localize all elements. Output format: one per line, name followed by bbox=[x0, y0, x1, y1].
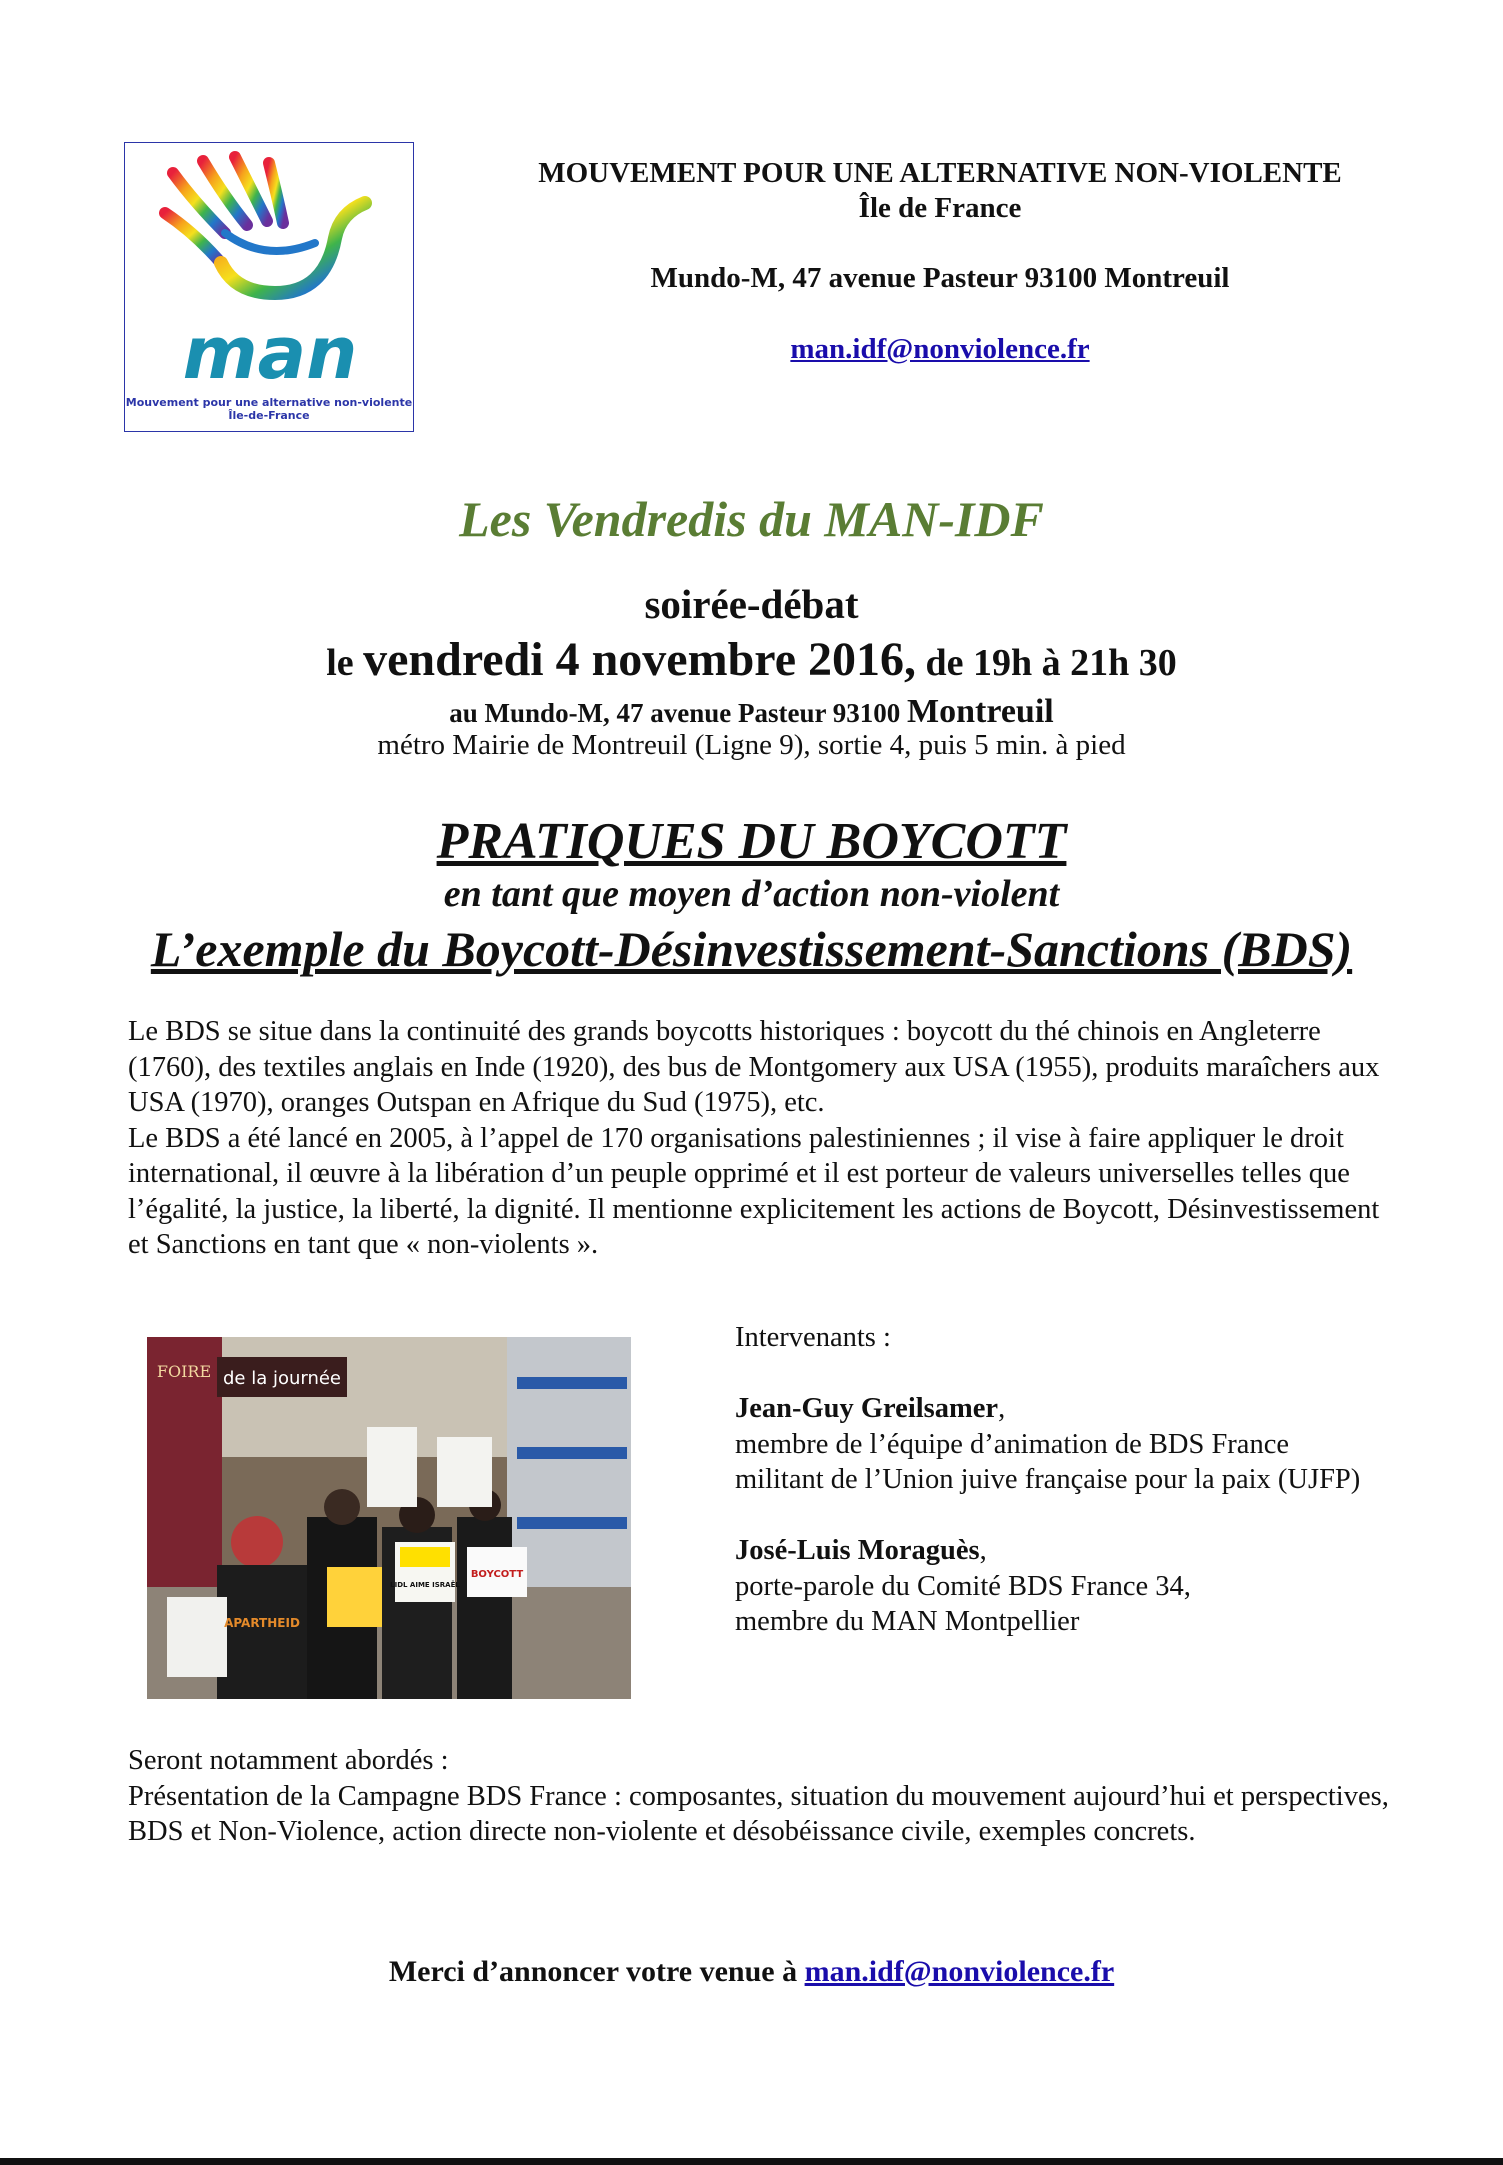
main-subtitle: en tant que moyen d’action non-violent bbox=[443, 873, 1060, 915]
topics-heading: Seront notamment abordés : bbox=[128, 1745, 449, 1776]
bottom-divider bbox=[0, 2158, 1503, 2165]
topics-section bbox=[128, 1743, 1408, 1850]
main-title: PRATIQUES DU BOYCOTT bbox=[436, 813, 1067, 870]
logo-caption: Mouvement pour une alternative non-violente Île-de-France bbox=[125, 396, 413, 422]
event-venue bbox=[0, 693, 1503, 731]
intro-paragraph-2: Le BDS a été lancé en 2005, à l’appel de 170 organisations palestiniennes ; il vise à faire appliquer le droit international, il œuvre à la libération d’un peuple opprimé et il est porteur de valeurs universelles telles que l’égalité, la justice, la liberté, la dignité. Il mentionne explicitement les actions de Boycott, Désinvestissement et Sanctions en tant que « non-violents ». bbox=[128, 1122, 1380, 1260]
metro-directions: métro Mairie de Montreuil (Ligne 9), sortie 4, puis 5 min. à pied bbox=[377, 729, 1126, 761]
speaker-2-name: José-Luis Moraguès bbox=[735, 1535, 980, 1566]
date-main: vendredi 4 novembre 2016, bbox=[363, 633, 917, 686]
org-name: MOUVEMENT POUR UNE ALTERNATIVE NON-VIOLENTE bbox=[538, 157, 1342, 189]
speaker-1-name: Jean-Guy Greilsamer bbox=[735, 1393, 999, 1424]
man-logo bbox=[124, 142, 414, 432]
org-email-link[interactable]: man.idf@nonviolence.fr bbox=[790, 333, 1090, 365]
store-sign-text: de la journée bbox=[222, 1368, 342, 1389]
shirt-text: APARTHEID bbox=[224, 1616, 300, 1630]
rainbow-hand-icon bbox=[125, 143, 415, 433]
date-prefix: le bbox=[326, 642, 364, 684]
svg-text:FOIRE: FOIRE bbox=[156, 1362, 212, 1381]
speaker-1-role-2: militant de l’Union juive française pour la paix (UJFP) bbox=[735, 1464, 1361, 1495]
org-email-container bbox=[470, 333, 1410, 366]
speakers-heading: Intervenants : bbox=[735, 1322, 891, 1353]
rsvp-line bbox=[0, 1955, 1503, 1989]
rsvp-email-link[interactable]: man.idf@nonviolence.fr bbox=[804, 1955, 1115, 1988]
speaker-2-role-1: porte-parole du Comité BDS France 34, bbox=[735, 1570, 1191, 1602]
date-time: de 19h à 21h 30 bbox=[916, 642, 1177, 684]
sign-text-boycott: BOYCOTT bbox=[470, 1569, 524, 1580]
sign-text-lidl: LIDL AIME ISRAËL bbox=[390, 1581, 460, 1589]
event-type: soirée-débat bbox=[644, 581, 859, 627]
speaker-2-role-2: membre du MAN Montpellier bbox=[735, 1606, 1080, 1637]
org-address: Mundo-M, 47 avenue Pasteur 93100 Montreuil bbox=[650, 262, 1230, 294]
rsvp-text: Merci d’annoncer votre venue à bbox=[388, 1955, 805, 1988]
topics-text: Présentation de la Campagne BDS France : composantes, situation du mouvement aujourd’hui et perspectives, BDS et Non-Violence, action directe non-violente et désobéissance civile, exemples concrets. bbox=[128, 1780, 1389, 1847]
speaker-1-role-1: membre de l’équipe d’animation de BDS France bbox=[735, 1428, 1289, 1460]
venue-prefix: au Mundo-M, 47 avenue Pasteur 93100 bbox=[449, 698, 908, 728]
intro-paragraph-1: Le BDS se situe dans la continuité des grands boycotts historiques : boycott du thé chinois en Angleterre (1760), des textiles anglais en Inde (1920), des bus de Montgomery aux USA (1955), produits maraîchers aux USA (1970), oranges Outspan en Afrique du Sud (1975), etc. bbox=[128, 1016, 1380, 1118]
logo-wordmark: man bbox=[182, 311, 358, 395]
intro-text bbox=[128, 1014, 1398, 1263]
series-title: Les Vendredis du MAN-IDF bbox=[459, 491, 1044, 547]
venue-city: Montreuil bbox=[907, 693, 1054, 730]
protest-photo bbox=[147, 1337, 631, 1699]
speakers-section: Intervenants : Jean-Guy Greilsamer, membre de l’équipe d’animation de BDS France militant de l’Union juive française pour la paix (UJFP) José-Luis Moraguès, porte-parole du Comité BDS France 34, membre du MAN Montpellier bbox=[735, 1320, 1455, 1640]
main-example-title: L’exemple du Boycott-Désinvestissement-Sanctions (BDS) bbox=[150, 921, 1353, 977]
org-region: Île de France bbox=[858, 192, 1022, 224]
event-date bbox=[0, 632, 1503, 687]
